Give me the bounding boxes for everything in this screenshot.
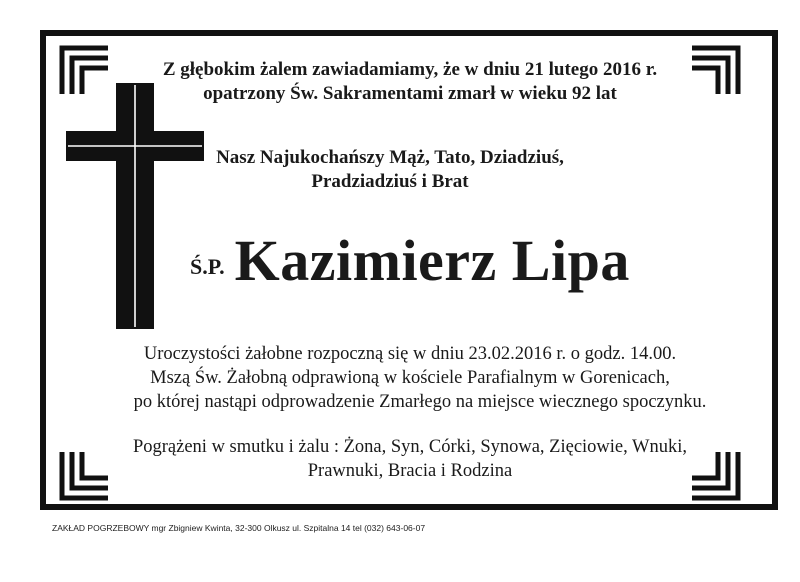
ceremony-line-2: Mszą Św. Żałobną odprawioną w kościele Parafialnym w Gorenicach,	[150, 368, 670, 388]
funeral-home-footer: ZAKŁAD POGRZEBOWY mgr Zbigniew Kwinta, 32-300 Olkusz ul. Szpitalna 14 tel (032) 643-06-07	[52, 523, 426, 533]
family-relation-line-2: Pradziadziuś i Brat	[311, 171, 469, 192]
cross-icon	[66, 83, 204, 329]
ceremony-line-3: po której nastąpi odprowadzenie Zmarłego na miejsce wiecznego spoczynku.	[133, 392, 707, 412]
name-prefix: Ś.P.	[190, 254, 225, 279]
deceased-name: Kazimierz Lipa	[234, 228, 630, 293]
announcement-line-2: opatrzony Św. Sakramentami zmarł w wieku 92 lat	[203, 83, 617, 104]
ceremony-line-1: Uroczystości żałobne rozpoczną się w dniu 23.02.2016 r. o godz. 14.00.	[143, 344, 677, 364]
deceased-name-line	[190, 227, 710, 294]
announcement-line-1: Z głębokim żalem zawiadamiamy, że w dniu 21 lutego 2016 r.	[162, 59, 658, 80]
family-relation-line-1: Nasz Najukochańszy Mąż, Tato, Dziadziuś,	[216, 147, 564, 168]
mourners-line-1: Pogrążeni w smutku i żalu : Żona, Syn, Córki, Synowa, Zięciowie, Wnuki,	[132, 437, 688, 457]
mourners-line-2: Prawnuki, Bracia i Rodzina	[307, 461, 513, 481]
